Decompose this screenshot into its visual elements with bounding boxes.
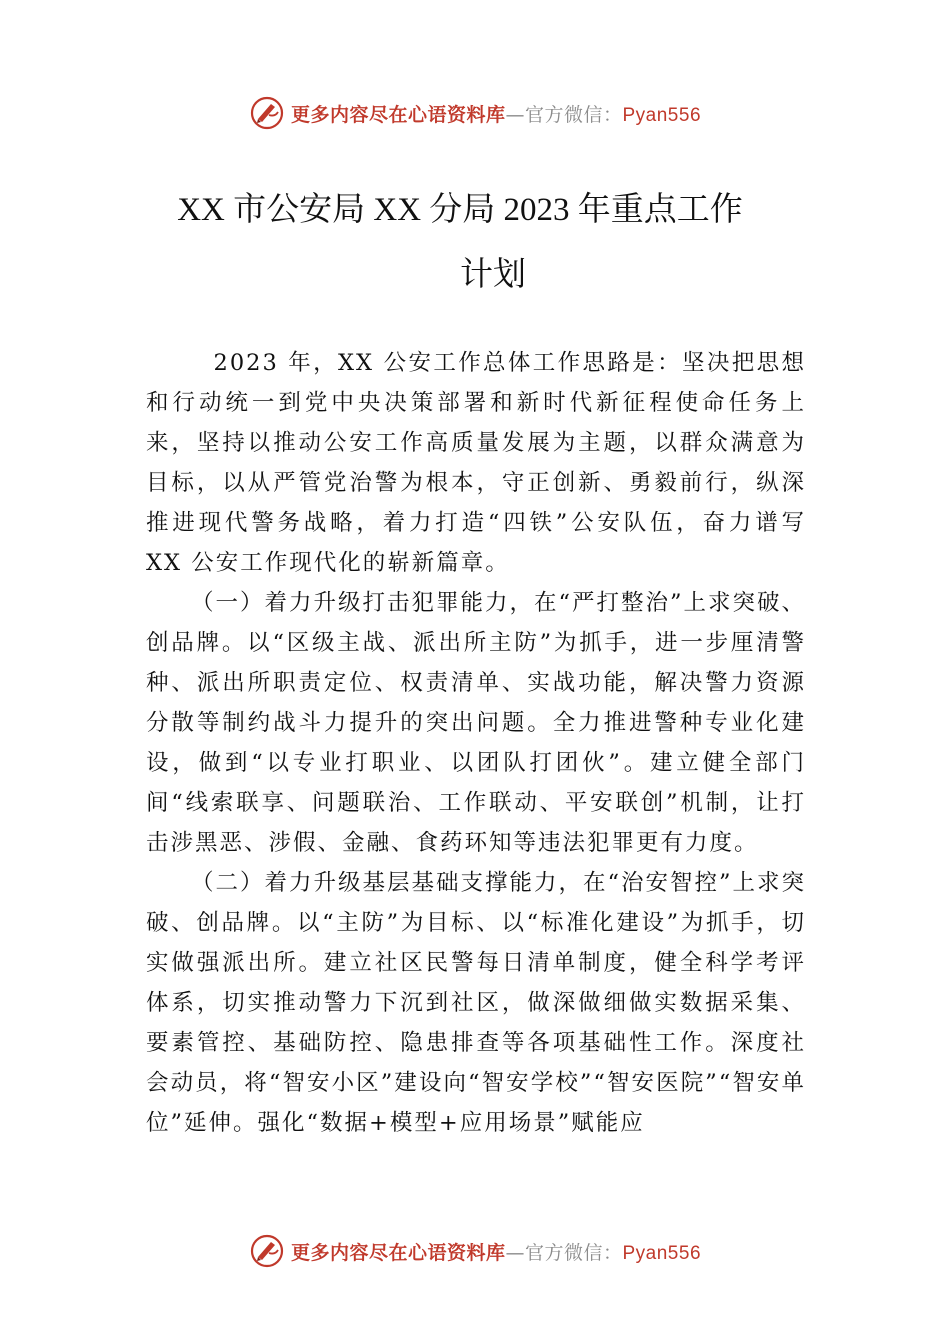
xinyu-logo-icon [249,95,285,131]
body-paragraph-2: （二）着力升级基层基础支撑能力，在“治安智控”上求突破、创品牌。以“主防”为目标、以“标准化建设”为抓手，切实做强派出所。建立社区民警每日清单制度，健全科学考评体系，切实推动警力下沉到社区，做深做细做实数据采集、要素管控、基础防控、隐患排查等各项基础性工作。深度社会动员，将“智安小区”建设向“智安学校”“智安医院”“智安单位”延伸。强化“数据+模型+应用场景”赋能应 [146,870,807,1136]
banner-wechat-id: Pyan556 [622,104,702,126]
document-body [146,343,806,1143]
banner-source-text: 更多内容尽在心语资料库 [290,1241,506,1264]
banner-source-text: 更多内容尽在心语资料库 [290,103,506,126]
banner-wechat-id: Pyan556 [622,1242,702,1264]
banner-wechat-label: —官方微信： [505,103,623,126]
body-paragraph-intro: 2023 年，XX 公安工作总体工作思路是：坚决把思想和行动统一到党中央决策部署和新时代新征程使命任务上来，坚持以推动公安工作高质量发展为主题，以群众满意为目标，以从严管党治警为根本，守正创新、勇毅前行，纵深推进现代警务战略，着力打造“四铁”公安队伍，奋力谱写 XX 公安工作现代化的崭新篇章。 [146,350,806,576]
banner-wechat-label: —官方微信： [505,1241,623,1264]
footer-watermark-banner [0,1231,950,1271]
document-title-line2: 计划 [460,257,526,293]
xinyu-logo-icon [249,1233,285,1269]
document-title-line1: XX 市公安局 XX 分局 2023 年重点工作 [177,192,743,228]
body-paragraph-1: （一）着力升级打击犯罪能力，在“严打整治”上求突破、创品牌。以“区级主战、派出所主防”为抓手，进一步厘清警种、派出所职责定位、权责清单、实战功能，解决警力资源分散等制约战斗力提升的突出问题。全力推进警种专业化建设，做到“以专业打职业、以团队打团伙”。建立健全部门间“线索联享、问题联治、工作联动、平安联创”机制，让打击涉黑恶、涉假、金融、食药环知等违法犯罪更有力度。 [146,590,807,856]
header-watermark-banner [0,93,950,133]
